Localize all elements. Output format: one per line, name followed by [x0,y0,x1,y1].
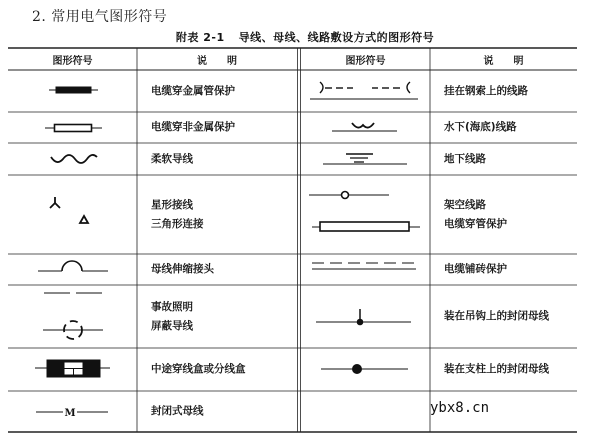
junction-box-icon [35,360,110,377]
left-row-7-description: 中途穿线盒或分线盒 [151,363,246,375]
right-row-6-description: 装在吊钩上的封闭母线 [444,310,549,322]
overhead-conduit-icon [309,192,420,232]
brick-protection-icon [312,263,416,269]
left-row-1-description: 电缆穿金属管保护 [151,84,235,97]
nonmetal-conduit-symbol-icon [45,125,102,132]
flexible-wire-wave-icon [51,155,97,163]
left-row-2-description: 电缆穿非金属保护 [151,121,235,133]
catenary-line-icon [310,82,418,99]
expansion-joint-icon [38,261,108,271]
post-mounted-busbar-icon [321,365,408,374]
underground-line-icon [323,154,407,164]
watermark: ybx8.cn [430,400,490,416]
left-row-6-description: 事故照明 屏蔽导线 [151,300,193,332]
emergency-shielded-icon [43,293,103,339]
star-delta-icon [50,197,88,223]
right-row-2-description: 水下(海底)线路 [444,121,517,133]
metal-conduit-symbol-icon [49,87,98,93]
svg-text:M: M [64,408,76,419]
right-row-3-description: 地下线路 [444,152,486,165]
hook-mounted-busbar-icon [316,309,411,325]
enclosed-busbar-icon [36,408,108,419]
right-row-1-description: 挂在钢索上的线路 [444,84,528,97]
underwater-line-icon [332,123,397,131]
header-symbol-right: 图形符号 [345,55,386,67]
section-title: 2. 常用电气图形符号 [32,9,168,25]
right-row-5-description: 电缆铺砖保护 [444,263,507,275]
left-row-4-description: 星形接线 三角形连接 [151,198,204,230]
header-description-left: 说 明 [197,55,237,67]
header-description-right: 说 明 [483,55,524,67]
caption-number: 附表 2-1 [175,31,225,44]
table-caption [0,29,610,45]
caption-title: 导线、母线、线路敷设方式的图形符号 [238,31,435,44]
left-row-3-description: 柔软导线 [151,152,193,165]
left-row-8-description: 封闭式母线 [151,405,204,417]
right-row-4-description: 架空线路 电缆穿管保护 [444,198,507,230]
header-symbol-left: 图形符号 [52,55,93,67]
right-row-7-description: 装在支柱上的封闭母线 [444,363,549,375]
left-row-5-description: 母线伸缩接头 [151,263,214,275]
